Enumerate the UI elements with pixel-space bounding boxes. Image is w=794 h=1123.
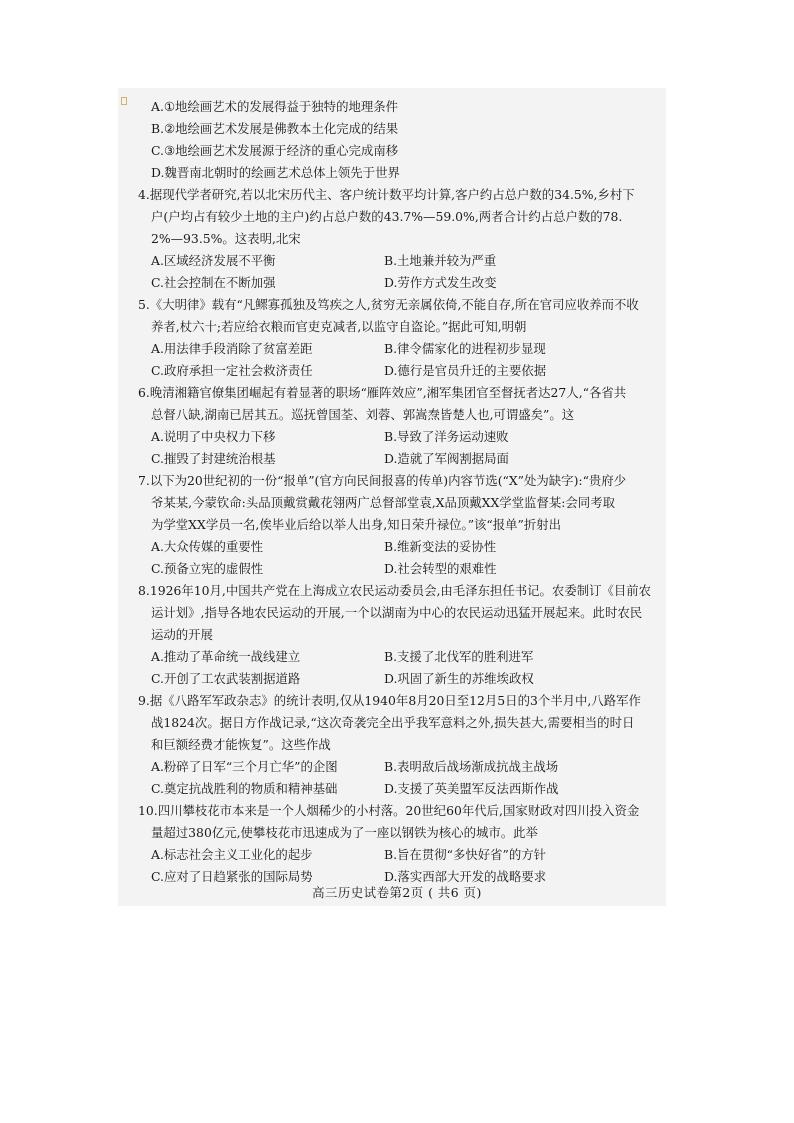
option-a: A.大众传媒的重要性 [151, 539, 264, 554]
option-d: D.德行是官员升迁的主要依据 [384, 363, 547, 378]
options-row [138, 558, 658, 580]
option-a: A.标志社会主义工业化的起步 [151, 847, 313, 862]
option-d: D.落实西部大开发的战略要求 [384, 869, 547, 884]
option-d: D.支援了英美盟军反法西斯作战 [384, 781, 559, 796]
option-b: B.律令儒家化的进程初步显现 [384, 341, 546, 356]
option-a: A.①地绘画艺术的发展得益于独特的地理条件 [151, 99, 399, 114]
question-text: 爷某某,今蒙钦命:头品顶戴赏戴花翎两广总督部堂袁,X品顶戴XX学堂监督某:会同考取 [151, 495, 615, 510]
option-a: A.说明了中央权力下移 [151, 429, 276, 444]
option-c: C.摧毁了封建统治根基 [151, 451, 276, 466]
question-3-options [138, 96, 658, 184]
question-text: 4.据现代学者研究,若以北宋历代主、客户统计数平均计算,客户约占总户数的34.5%,乡村下 [138, 187, 635, 202]
question-10 [138, 800, 658, 888]
question-text: 7.以下为20世纪初的一份“报单”(官方向民间报喜的传单)内容节选(“X”处为缺字):“贵府少 [138, 473, 627, 488]
question-text: 量超过380亿元,使攀枝花市迅速成为了一座以钢铁为核心的城市。此举 [151, 825, 538, 840]
option-d: D.造就了军阀割据局面 [384, 451, 509, 466]
option-d: D.社会转型的艰难性 [384, 561, 497, 576]
question-6 [138, 382, 658, 470]
option-a: A.区域经济发展不平衡 [151, 253, 276, 268]
question-text: 5.《大明律》载有“凡鳏寡孤独及笃疾之人,贫穷无亲属依倚,不能自存,所在官司应收养而不收 [138, 297, 639, 312]
option-c: C.政府承担一定社会救济责任 [151, 363, 313, 378]
question-text: 9.据《八路军军政杂志》的统计表明,仅从1940年8月20日至12月5日的3个半月中,八路军作 [138, 693, 641, 708]
question-text: 运动的开展 [151, 627, 213, 642]
question-text: 养者,杖六十;若应给衣粮而官吏克减者,以监守自盗论。”据此可知,明朝 [151, 319, 527, 334]
options-row [138, 778, 658, 800]
options-row [138, 250, 658, 272]
options-row [138, 756, 658, 778]
question-4 [138, 184, 658, 294]
option-d: D.魏晋南北朝时的绘画艺术总体上领先于世界 [151, 165, 400, 180]
option-b: B.土地兼并较为严重 [384, 253, 497, 268]
option-c: C.预备立宪的虚假性 [151, 561, 264, 576]
options-row [138, 844, 658, 866]
question-text: 2%—93.5%。这表明,北宋 [151, 231, 301, 246]
options-row [138, 272, 658, 294]
exam-content [138, 96, 658, 888]
options-row [138, 646, 658, 668]
options-row [138, 338, 658, 360]
question-5 [138, 294, 658, 382]
question-text: 运计划》,指导各地农民运动的开展,一个以湖南为中心的农民运动迅猛开展起来。此时农民 [151, 605, 643, 620]
option-c: C.奠定抗战胜利的物质和精神基础 [151, 781, 338, 796]
option-a: A.用法律手段消除了贫富差距 [151, 341, 313, 356]
options-row [138, 668, 658, 690]
option-c: C.③地绘画艺术发展源于经济的重心完成南移 [151, 143, 399, 158]
question-8 [138, 580, 658, 690]
option-a: A.推动了革命统一战线建立 [151, 649, 301, 664]
options-row [138, 426, 658, 448]
option-d: D.巩固了新生的苏维埃政权 [384, 671, 534, 686]
option-a: A.粉碎了日军“三个月亡华”的企图 [151, 759, 338, 774]
option-c: C.应对了日趋紧张的国际局势 [151, 869, 313, 884]
question-text: 10.四川攀枝花市本来是一个人烟稀少的小村落。20世纪60年代后,国家财政对四川投入资金 [138, 803, 640, 818]
option-d: D.劳作方式发生改变 [384, 275, 497, 290]
question-text: 总督八缺,湖南已居其五。巡抚曾国荃、刘蓉、郭嵩焘皆楚人也,可谓盛矣”。这 [151, 407, 575, 422]
question-text: 户(户均占有较少土地的主户)约占总户数的43.7%—59.0%,两者合计约占总户数的78. [151, 209, 623, 224]
option-c: C.开创了工农武装割据道路 [151, 671, 301, 686]
option-b: B.表明敌后战场渐成抗战主战场 [384, 759, 559, 774]
options-row [138, 448, 658, 470]
options-row [138, 360, 658, 382]
question-text: 战1824次。据日方作战记录,“这次奇袭完全出乎我军意料之外,损失甚大,需要相当的时日 [151, 715, 635, 730]
question-text: 8.1926年10月,中国共产党在上海成立农民运动委员会,由毛泽东担任书记。农委制订《目前农 [138, 583, 652, 598]
option-b: B.②地绘画艺术发展是佛教本土化完成的结果 [151, 121, 399, 136]
option-b: B.导致了洋务运动速败 [384, 429, 509, 444]
option-b: B.支援了北伐军的胜利进军 [384, 649, 534, 664]
corner-mark [121, 97, 127, 105]
question-7 [138, 470, 658, 580]
option-b: B.旨在贯彻“多快好省”的方针 [384, 847, 547, 862]
question-text: 和巨额经费才能恢复”。这些作战 [151, 737, 331, 752]
option-c: C.社会控制在不断加强 [151, 275, 276, 290]
page-footer: 高三历史试卷第2页 ( 共6 页) [312, 885, 482, 900]
question-text: 为学堂XX学员一名,俟毕业后给以举人出身,知日荣升禄位。”该“报单”折射出 [151, 517, 562, 532]
options-row [138, 536, 658, 558]
question-9 [138, 690, 658, 800]
question-text: 6.晚清湘籍官僚集团崛起有着显著的职场“雁阵效应”,湘军集团官至督抚者达27人,“各省共 [138, 385, 627, 400]
option-b: B.维新变法的妥协性 [384, 539, 497, 554]
